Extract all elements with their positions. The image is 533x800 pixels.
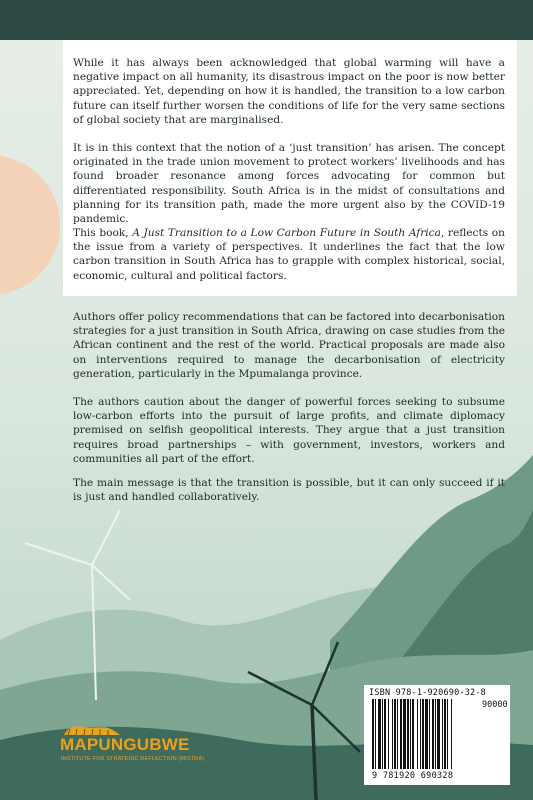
blurb-paragraph-6 <box>73 476 505 504</box>
isbn-barcode <box>364 685 510 785</box>
top-color-band <box>0 0 533 40</box>
book-title: A Just Transition to a Low Carbon Future in South Africa <box>132 227 441 239</box>
paragraph-text <box>73 226 505 283</box>
paragraph-text: The main message is that the transition is possible, but it can only succeed if it is just and handled collaboratively. <box>73 477 505 504</box>
paragraph-rest: , reflects on the issue from a variety of perspectives. It underlines the fact that the low carbon transition in South Africa has to grapple with complex historical, social, economic, cultural and political factors. <box>73 227 505 282</box>
paragraph-text: Authors offer policy recommendations that can be factored into decarbonisation strategies for a just transition in South Africa, drawing on case studies from the African continent and the rest of the world. Practical proposals are made also on interventions required to manage the decarbonisation of electricity generation, particularly in the Mpumalanga province. <box>73 311 505 380</box>
paragraph-text: While it has always been acknowledged that global warming will have a negative impact on all humanity, its disastrous impact on the poor is now better appreciated. Yet, depending on how it is handled, the transition to a low carbon future can itself further worsen the conditions of life for the very same sections of global society that are marginalised. <box>73 57 505 126</box>
paragraph-text: It is in this context that the notion of a ‘just transition’ has arisen. The concept originated in the trade union movement to protect workers’ livelihoods and has found broader resonance among forces advocating for common but differentiated responsibility. South Africa is in the midst of consultations and planning for its transition path, made the more urgent also by the COVID-19 pandemic. <box>73 142 505 226</box>
blurb-paragraph-4 <box>73 310 505 381</box>
publisher-name: MAPUNGUBWE <box>60 735 190 754</box>
publisher-subtitle: INSTITUTE FOR STRATEGIC REFLECTION (MISTRA) <box>61 756 205 762</box>
isbn-label: ISBN 978-1-920690-32-8 <box>369 688 486 698</box>
blurb-paragraph-2 <box>73 141 505 226</box>
blurb-paragraph-3 <box>73 226 505 283</box>
blurb-paragraph-5 <box>73 395 505 466</box>
blurb-paragraph-1 <box>73 56 505 127</box>
paragraph-lead: This book, <box>73 227 133 239</box>
paragraph-text: The authors caution about the danger of powerful forces seeking to subsume low-carbon efforts into the pursuit of large profits, and climate diplomacy premised on selfish geopolitical interests. They argue that a just transition requires broad partnerships – with government, investors, workers and communities all part of the effort. <box>73 396 505 465</box>
publisher-logo <box>60 723 230 771</box>
isbn-digits: 9 781920 690328 <box>372 771 454 781</box>
price-code: 90000 <box>482 700 508 710</box>
